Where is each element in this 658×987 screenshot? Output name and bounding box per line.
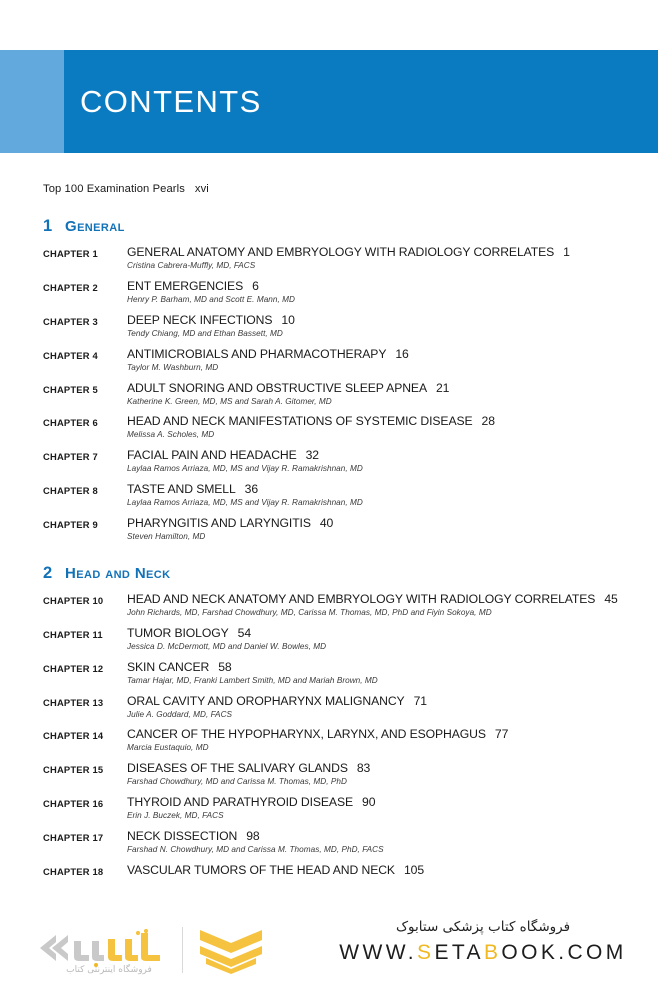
chapter-body [127,761,628,787]
part-number: 2 [43,563,53,582]
frontmatter-page-number: xvi [194,183,209,195]
chapter-authors: Henry P. Barham, MD and Scott E. Mann, MD [127,294,295,304]
logo-subtitle: فروشگاه اینترنتی کتاب [66,965,152,975]
chapter-page-number: 36 [244,482,259,497]
toc-chapter-row[interactable] [43,727,628,753]
setabook-logo[interactable] [34,919,324,987]
chapter-body [127,347,628,373]
toc-chapter-row[interactable] [43,414,628,440]
chapter-page-number: 45 [604,591,618,606]
chapter-authors: John Richards, MD, Farshad Chowdhury, MD, Carissa M. Thomas, MD, PhD and Fiyin Sokoya, MD [127,607,492,617]
frontmatter-entry[interactable] [43,183,628,195]
setabook-chevron-icon [198,928,264,974]
chapter-authors: Farshad Chowdhury, MD and Carissa M. Thomas, MD, PhD [127,777,347,787]
chapter-body [127,660,628,686]
chapter-body [127,245,628,271]
chapter-body [127,279,628,305]
chapter-title: HEAD AND NECK ANATOMY AND EMBRYOLOGY WITH RADIOLOGY CORRELATES [127,591,596,606]
chapter-page-number: 1 [563,245,570,259]
chapter-label: CHAPTER 10 [43,594,104,606]
chapter-authors: Laylaa Ramos Arriaza, MD, MS and Vijay R. Ramakrishnan, MD [127,498,363,508]
toc-chapter-row[interactable] [43,761,628,787]
chapter-title-line [127,626,628,640]
part-number: 1 [43,217,53,235]
url-segment: WWW. [339,941,418,965]
toc-chapter-row[interactable] [43,245,628,271]
chapter-title: THYROID AND PARATHYROID DISEASE [127,795,354,810]
banner-left-accent-band [0,50,64,153]
chapter-label: CHAPTER 15 [43,764,104,776]
chapter-label: CHAPTER 4 [43,349,98,361]
chapter-page-number: 77 [494,727,509,742]
page-title: CONTENTS [80,84,262,119]
setabook-wordmark-icon [34,927,174,969]
part-name: Head and Neck [65,564,171,582]
chapter-authors: Taylor M. Washburn, MD [127,362,219,372]
bottom-fade-overlay [0,885,658,915]
toc-chapter-row[interactable] [43,694,628,720]
chapter-label: CHAPTER 11 [43,628,103,640]
toc-chapter-row[interactable] [43,592,628,618]
chapter-authors: Tamar Hajar, MD, Franki Lambert Smith, MD and Mariah Brown, MD [127,675,378,685]
chapter-label: CHAPTER 13 [43,696,104,708]
chapter-title-line [127,829,628,843]
chapter-label: CHAPTER 1 [43,248,98,259]
part-heading [43,217,628,236]
chapter-body [127,694,628,720]
toc-chapter-row[interactable] [43,626,628,652]
chapter-page-number: 54 [237,625,251,640]
chapter-page-number: 83 [356,761,371,776]
chapter-title: ORAL CAVITY AND OROPHARYNX MALIGNANCY [127,693,405,708]
chapter-page-number: 32 [305,448,319,463]
toc-chapter-row[interactable] [43,313,628,339]
chapter-body [127,482,628,508]
chapter-title-line [127,414,628,428]
chapter-page-number: 40 [319,516,334,530]
chapter-page-number: 71 [413,693,427,708]
url-segment: ETA [434,941,484,965]
chapter-title: SKIN CANCER [127,659,210,674]
chapter-body [127,863,628,877]
toc-chapter-row[interactable] [43,795,628,821]
chapter-title: DISEASES OF THE SALIVARY GLANDS [127,761,348,776]
chapter-body [127,592,628,618]
chapter-authors: Erin J. Buczek, MD, FACS [127,811,224,821]
chapter-label: CHAPTER 17 [43,832,104,843]
chapter-body [127,414,628,440]
chapter-body [127,381,628,407]
chapter-label: CHAPTER 14 [43,730,104,742]
toc-chapter-row[interactable] [43,863,628,877]
chapter-authors: Julie A. Goddard, MD, FACS [127,709,233,719]
chapter-title-line [127,245,628,259]
chapter-label: CHAPTER 3 [43,315,98,327]
chapter-title-line [127,694,628,708]
chapter-label: CHAPTER 6 [43,417,98,429]
chapter-label: CHAPTER 2 [43,281,98,293]
chapter-authors: Tendy Chiang, MD and Ethan Bassett, MD [127,328,283,338]
chapter-title-line [127,516,628,530]
chapter-title: GENERAL ANATOMY AND EMBRYOLOGY WITH RADIOLOGY CORRELATES [127,245,555,259]
chapter-authors: Jessica D. McDermott, MD and Daniel W. Bowles, MD [127,641,327,651]
url-segment: OOK.COM [501,941,627,965]
chapter-authors: Laylaa Ramos Arriaza, MD, MS and Vijay R. Ramakrishnan, MD [127,464,363,474]
toc-chapter-row[interactable] [43,381,628,407]
chapter-page-number: 90 [362,795,376,810]
chapter-title-line [127,592,628,606]
chapter-title-line [127,482,628,496]
url-segment: B [483,941,502,965]
chapter-page-number: 28 [481,414,495,429]
watermark-url[interactable] [318,941,648,965]
chapter-title-line [127,313,628,327]
watermark-text-group [318,917,648,965]
chapter-title: TUMOR BIOLOGY [127,625,229,640]
chapter-authors: Katherine K. Green, MD, MS and Sarah A. Gitomer, MD [127,396,332,406]
top-margin [0,0,658,50]
chapter-title-line [127,863,628,877]
chapter-page-number: 98 [246,829,260,843]
chapter-title: FACIAL PAIN AND HEADACHE [127,448,297,463]
watermark-bar [0,915,658,987]
chapter-body [127,829,628,855]
chapter-label: CHAPTER 12 [43,662,104,674]
chapter-authors: Marcia Eustaquio, MD [127,743,209,753]
contents-banner [0,50,658,153]
chapter-title: ENT EMERGENCIES [127,278,244,293]
toc-chapter-row[interactable] [43,660,628,686]
chapter-title-line [127,727,628,741]
chapter-label: CHAPTER 7 [43,451,98,463]
chapter-title-line [127,347,628,361]
chapter-body [127,795,628,821]
chapter-title-line [127,660,628,674]
chapter-title: CANCER OF THE HYPOPHARYNX, LARYNX, AND ESOPHAGUS [127,727,486,742]
chapter-title-line [127,761,628,775]
toc-chapter-row[interactable] [43,347,628,373]
chapter-page-number: 58 [218,659,232,674]
chapter-body [127,516,628,542]
chapter-title: HEAD AND NECK MANIFESTATIONS OF SYSTEMIC DISEASE [127,414,473,429]
parts-list [43,217,628,877]
chapter-body [127,626,628,652]
watermark-tagline: فروشگاه کتاب پزشکی ستابوک [395,919,571,935]
chapter-title: VASCULAR TUMORS OF THE HEAD AND NECK [127,862,395,877]
chapter-title: PHARYNGITIS AND LARYNGITIS [127,516,311,530]
chapter-body [127,448,628,474]
part-name: General [65,218,125,235]
chapter-label: CHAPTER 18 [43,865,104,877]
chapter-title: TASTE AND SMELL [127,482,236,497]
toc-chapter-row[interactable] [43,516,628,542]
url-segment: S [417,941,435,965]
chapter-title-line [127,448,628,462]
toc-chapter-row[interactable] [43,279,628,305]
chapter-page-number: 16 [395,346,409,361]
chapter-authors: Cristina Cabrera-Muffly, MD, FACS [127,261,256,271]
chapter-page-number: 21 [436,380,450,395]
frontmatter-label: Top 100 Examination Pearls [43,183,185,195]
chapter-title: DEEP NECK INFECTIONS [127,312,273,327]
chapter-title: NECK DISSECTION [127,829,238,843]
chapter-authors: Farshad N. Chowdhury, MD and Carissa M. Thomas, MD, PhD, FACS [127,845,384,855]
chapter-title-line [127,279,628,293]
chapter-body [127,313,628,339]
chapter-page-number: 6 [252,278,259,293]
chapter-authors: Steven Hamilton, MD [127,532,206,542]
chapter-authors: Melissa A. Scholes, MD [127,430,215,440]
chapter-title: ANTIMICROBIALS AND PHARMACOTHERAPY [127,346,387,361]
toc-chapter-row[interactable] [43,448,628,474]
chapter-title-line [127,381,628,395]
chapter-label: CHAPTER 5 [43,383,98,395]
chapter-body [127,727,628,753]
logo-divider [182,927,183,973]
chapter-label: CHAPTER 9 [43,519,98,530]
chapter-title-line [127,795,628,809]
chapter-page-number: 10 [281,312,295,327]
toc-chapter-row[interactable] [43,829,628,855]
part-heading [43,564,628,583]
contents-body [0,183,658,877]
chapter-label: CHAPTER 8 [43,485,98,497]
toc-chapter-row[interactable] [43,482,628,508]
chapter-label: CHAPTER 16 [43,798,104,810]
chapter-page-number: 105 [403,862,425,877]
chapter-title: ADULT SNORING AND OBSTRUCTIVE SLEEP APNEA [127,380,427,395]
